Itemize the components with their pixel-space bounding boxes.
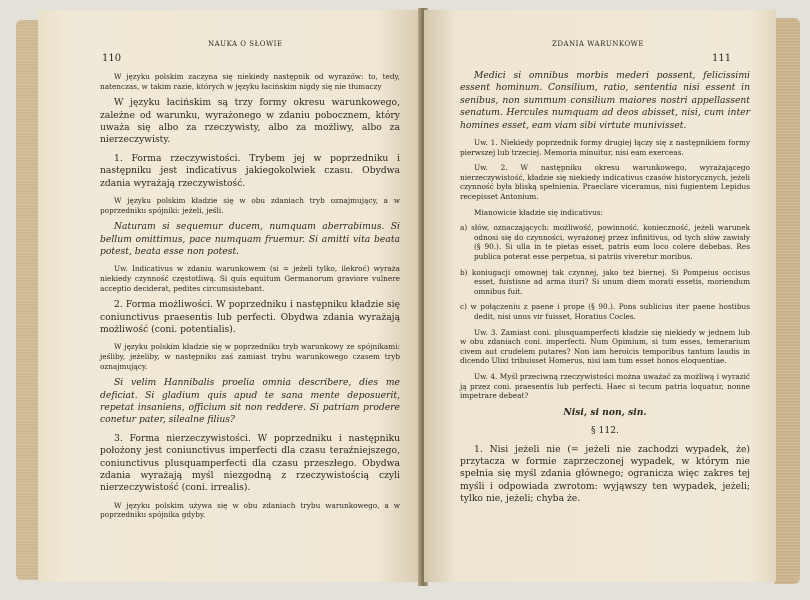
right-paragraph: 1. Nisi jeżeli nie (= jeżeli nie zachodzi wypadek, że) przytacza w formie zaprzeczonej wypadek, w którym nie spełnia się myśl zdania głównego; ogranicza więc zakres tej myśli i odpowiada zwrotom: wyjąwszy ten wypadek, jeżeli; tylko nie, jeżeli; chyba że. [460,443,750,505]
page-number-left: 110 [102,53,122,64]
right-page [424,10,776,582]
open-book [16,6,800,592]
right-paragraph: Medici si omnibus morbis mederi possent, felicissimi essent hominum. Consilium, ratio, sententia nisi essent in senibus, non summum consilium maiores nostri appellassent senatum. Hercules numquam ad deos abisset, nisi, cum inter homines esset, eam viam sibi virtute munivisset. [460,70,750,131]
left-paragraph: Si velim Hannibalis proelia omnia describere, dies me deficiat. Si gladium quis apud te sana mente deposuerit, repetat insaniens, officium sit non reddere. Si patriam prodere conetur pater, silealne filius? [100,377,400,426]
left-paragraph: W języku polskim kładzie się w obu zdaniach tryb oznajmujący, a w poprzedniku spójniki: jeżeli, jeśli. [100,196,400,215]
page-edges-right [774,18,800,584]
right-paragraph: Uw. 2. W następniku okresu warunkowego, wyrażającego nierzeczywistość, kładzie się niekiedy indicativus czasów historycznych, jeżeli czynność była bliską spełnienia. Praeclare viceramus, nisi fugientem Lepidus recepisset Antonium. [460,163,750,201]
left-paragraph: W języku polskim używa się w obu zdaniach trybu warunkowego, a w poprzedniku spójnika gdyby. [100,500,400,520]
left-paragraph: Naturam si sequemur ducem, numquam aberrabimus. Si bellum omittimus, pace numquam fruemur. Si amitti vita beata potest, beata esse non potest. [100,221,400,258]
running-header-left: NAUKA O SŁOWIE [208,40,283,48]
right-paragraph: Uw. 4. Myśl przeciwną rzeczywistości można uważać za możliwą i wyrazić ją przez coni. praesentis lub perfecti. Haec si tecum patria loquatur, nonne impetrare debeat? [460,371,750,401]
right-page-body [460,70,750,512]
left-page [38,10,422,582]
left-paragraph: Uw. Indicativus w zdaniu warunkowem (si = jeżeli tylko, ilekroć) wyraża niekiedy czynność częstotliwą. Si quis equitum Germanorum graviore vulnere acceptio deciderat, pedites circumsistebant. [100,264,400,293]
left-paragraph: 1. Forma rzeczywistości. Trybem jej w poprzedniku i następniku jest indicativus jakiegokolwiek czasu. Obydwa zdania wyrażają rzeczywistość. [100,152,400,189]
right-paragraph: Uw. 1. Niekiedy poprzednik formy drugiej łączy się z następnikiem formy pierwszej lub trzeciej. Memoria minuitur, nisi eam exerceas. [460,138,750,157]
right-paragraph: § 112. [591,425,619,437]
left-page-body [100,72,400,526]
right-paragraph: b) koniugacji omownej tak czynnej, jako też biernej. Si Pompeius occisus esset, fuistisne ad arma ituri? Si unum diem morati essetis, moriendum omnibus fuit. [460,267,750,296]
right-paragraph: Uw. 3. Zamiast coni. plusquamperfecti kładzie się niekiedy w jednem lub w obu zdaniach coni. imperfecti. Num Opimium, si tum esses, temerarium civem aut crudelem putares? Non iam heroicis temporibus tantum laudis in dicendo Ulixi tribuisset Homerus, nisi iam tum esset honos eloquentiae. [460,327,750,366]
left-paragraph: 2. Forma możliwości. W poprzedniku i następniku kładzie się coniunctivus praesentis lub perfecti. Obydwa zdania wyrażają możliwość (coni. potentialis). [100,299,400,336]
right-paragraph: c) w połączeniu z paene i prope (§ 90.). Pons sublicius iter paene hostibus dedit, nisi unus vir fuisset, Horatius Cocles. [460,302,750,321]
running-header-right: ZDANIA WARUNKOWE [552,40,644,48]
left-paragraph: W języku polskim zaczyna się niekiedy następnik od wyrazów: to, tedy, natenczas, w takim razie, których w języku łacińskim nigdy się nie tłumaczy [100,72,400,91]
left-paragraph: 3. Forma nierzeczywistości. W poprzedniku i następniku położony jest coniunctivus imperfecti dla czasu teraźniejszego, coniunctivus plusquamperfecti dla czasu przeszłego. Obydwa zdania wyrażają myśl niezgodną z rzeczywistością czyli nierzeczywistość (coni. irrealis). [100,432,400,494]
right-paragraph: a) słów, oznaczających: możliwość, powinność, konieczność, jeżeli warunek odnosi się do czynności, wyrażonej przez infinitivus, od tych słów zawisły (§ 90.). Si ulla in te pietas esset, patris eum loco colere debebas. Res publica poterat esse perpetua, si patriis viveretur moribus. [460,223,750,261]
right-paragraph: Nisi, si non, sin. [563,406,647,418]
right-paragraph: Mianowicie kładzie się indicativus: [474,207,603,217]
left-paragraph: W języku łacińskim są trzy formy okresu warunkowego, zależne od warunku, wyrażonego w zdaniu pobocznem, który uważa się albo za rzeczywisty, albo za możliwy, albo za nierzeczywisty. [100,97,400,146]
left-paragraph: W języku polskim kładzie się w poprzedniku tryb warunkowy ze spójnikami: jeśliby, jeżeliby, w następniku zaś zamiast trybu warunkowego czasem tryb oznajmujący. [100,342,400,371]
page-number-right: 111 [712,53,732,64]
